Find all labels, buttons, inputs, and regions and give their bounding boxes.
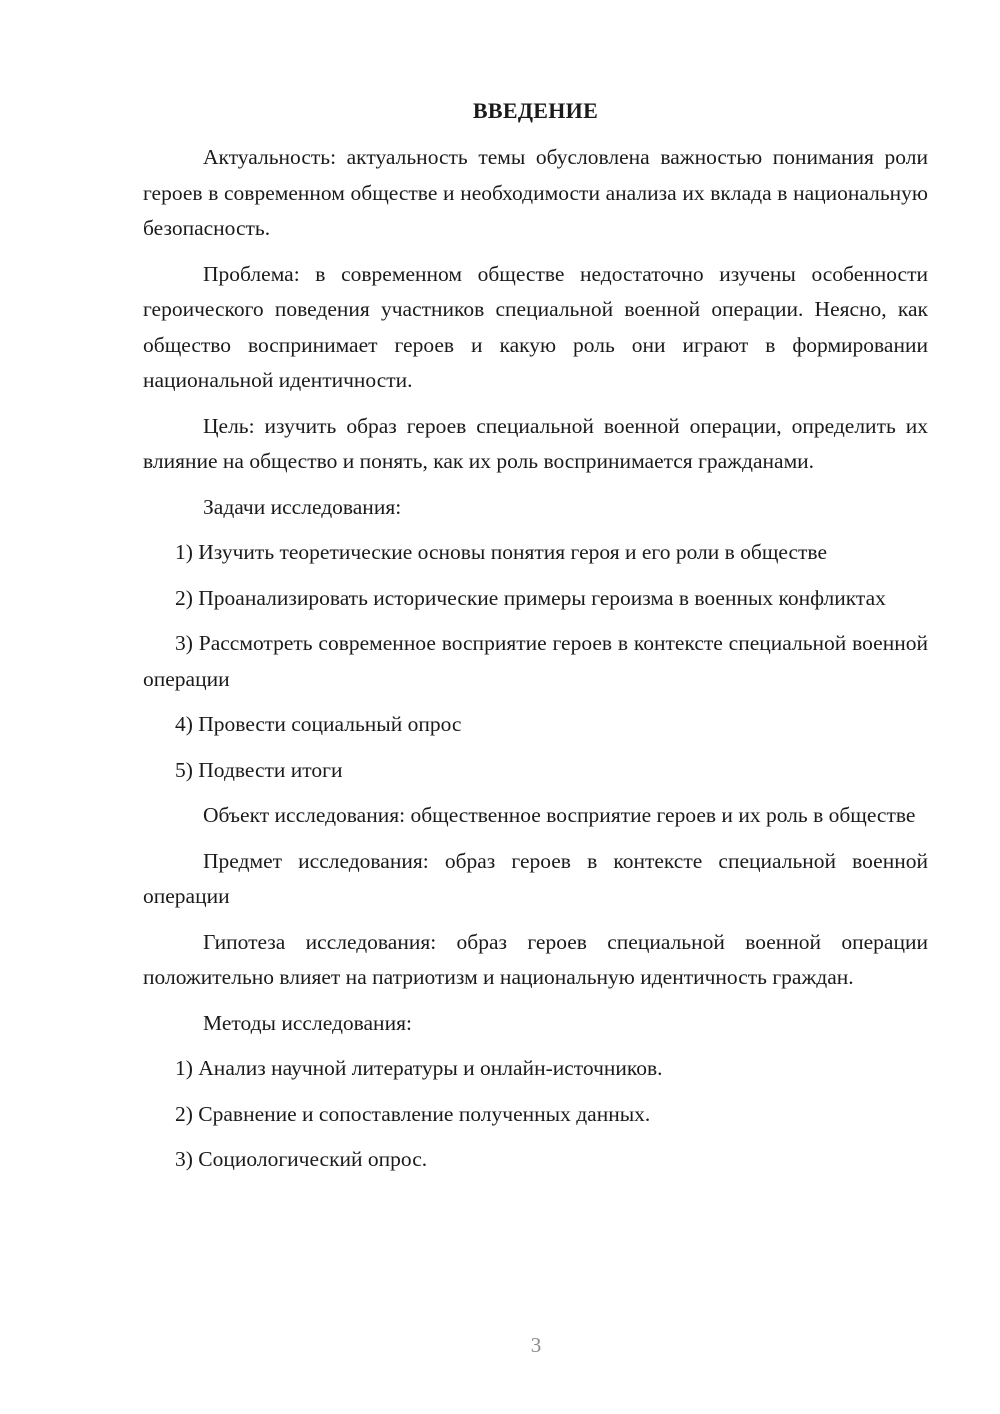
- task-item: 4) Провести социальный опрос: [175, 712, 462, 736]
- method-item: 3) Социологический опрос.: [175, 1147, 428, 1171]
- relevance-paragraph: Актуальность: актуальность темы обусловлена важностью понимания роли героев в современном обществе и необходимости анализа их вклада в национальную безопасность.: [143, 145, 928, 240]
- task-item: 5) Подвести итоги: [175, 757, 343, 782]
- page-heading: ВВЕДЕНИЕ: [472, 98, 599, 123]
- object-paragraph: Объект исследования: общественное восприятие героев и их роль в обществе: [203, 803, 916, 827]
- tasks-title: Задачи исследования:: [203, 494, 402, 519]
- subject-paragraph: Предмет исследования: образ героев в контексте специальной военной операции: [143, 848, 928, 908]
- methods-title: Методы исследования:: [203, 1010, 412, 1035]
- method-item: 2) Сравнение и сопоставление полученных данных.: [175, 1101, 651, 1126]
- goal-paragraph: Цель: изучить образ героев специальной военной операции, определить их влияние на общество и понять, как их роль воспринимается гражданами.: [143, 413, 928, 473]
- task-item: 3) Рассмотреть современное восприятие героев в контексте специальной военной операции: [143, 631, 928, 691]
- hypothesis-paragraph: Гипотеза исследования: образ героев специальной военной операции положительно влияет на патриотизм и национальную идентичность граждан.: [143, 929, 928, 989]
- problem-paragraph: Проблема: в современном обществе недостаточно изучены особенности героического поведения участников специальной военной операции. Неясно, как общество воспринимает героев и какую роль они играют в формировании национальной идентичности.: [143, 261, 928, 392]
- document-page: [143, 96, 928, 1188]
- task-item: 1) Изучить теоретические основы понятия героя и его роли в обществе: [175, 540, 828, 564]
- page-number: 3: [530, 1333, 542, 1357]
- method-item: 1) Анализ научной литературы и онлайн-источников.: [175, 1056, 663, 1080]
- task-item: 2) Проанализировать исторические примеры героизма в военных конфликтах: [175, 585, 886, 610]
